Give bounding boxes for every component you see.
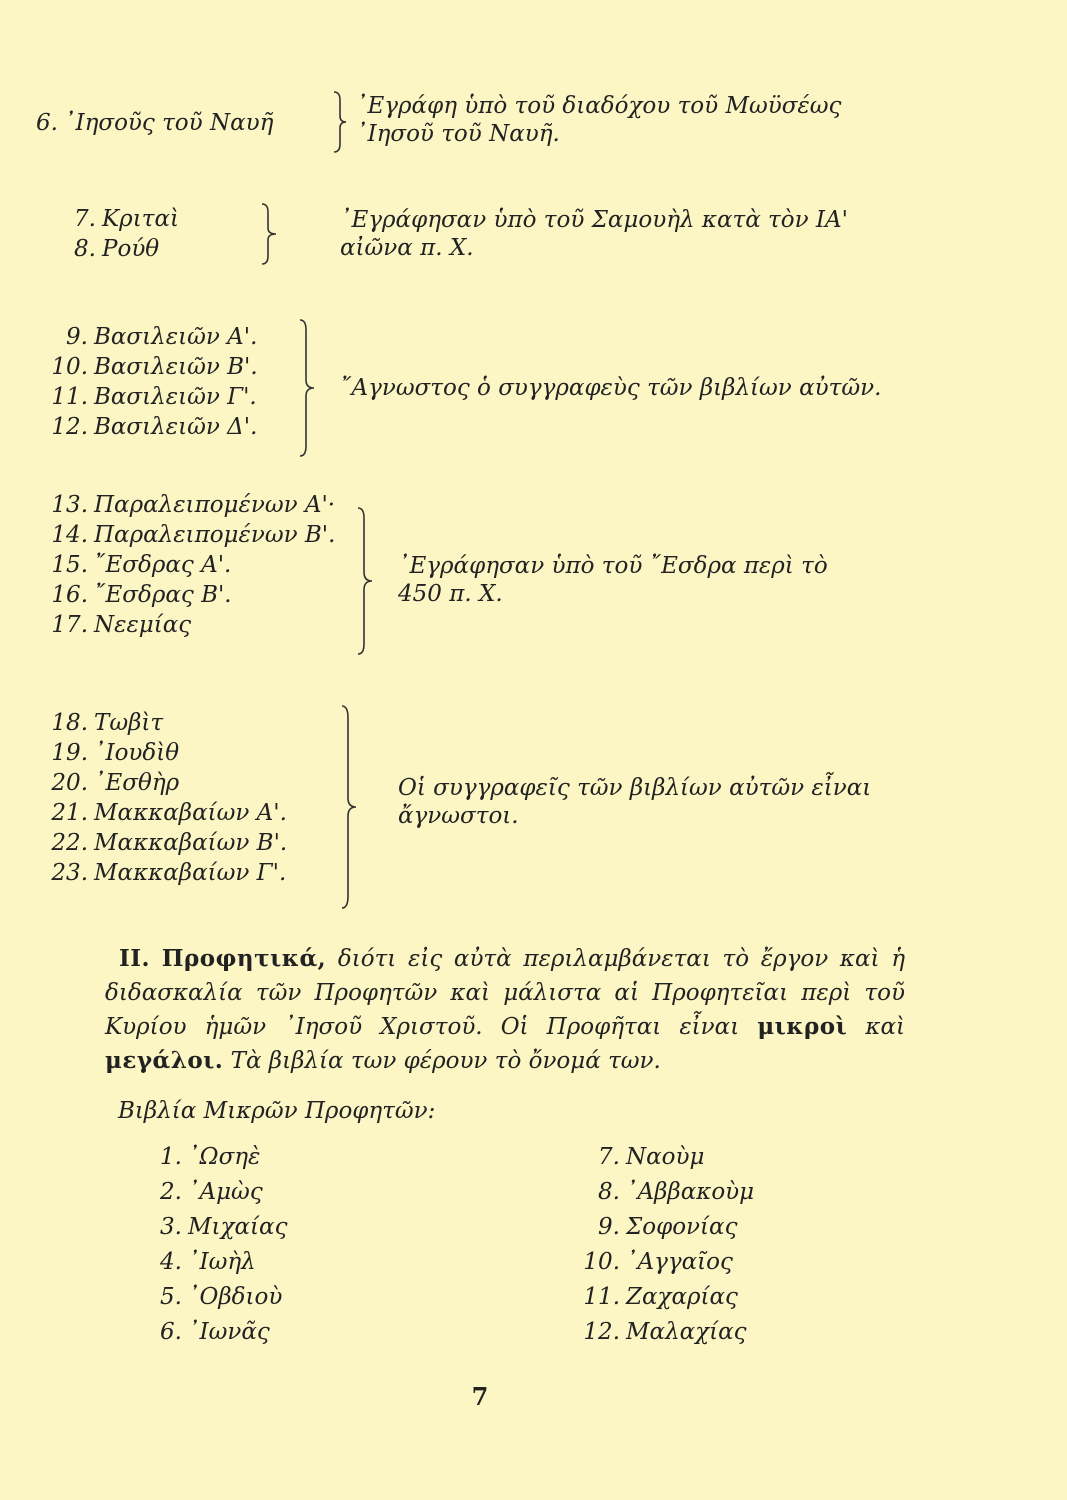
list-item: 11. Ζαχαρίας [583,1284,738,1310]
list-item: 18. Τωβὶτ [51,710,164,736]
group-joshua-desc: ᾿Εγράφη ὑπὸ τοῦ διαδόχου τοῦ Μωϋσέως ᾿Ιησοῦ τοῦ Ναυῆ. [356,93,842,147]
group-joshua-list [20,108,273,138]
list-item: 7. Ναοὺμ [598,1144,705,1170]
list-item: 10. ᾿Αγγαῖος [583,1249,733,1275]
list-item: 4. ᾿Ιωὴλ [160,1249,256,1275]
brace-icon [296,318,318,458]
group-judges-desc: ᾿Εγράφησαν ὑπὸ τοῦ Σαμουὴλ κατὰ τὸν ΙΑ' αἰῶνα π. Χ. [340,207,848,261]
list-item: 5. ᾿Οβδιοὺ [160,1284,283,1310]
list-item: 11. Βασιλειῶν Γ'. [51,384,257,410]
list-item: 3. Μιχαίας [160,1214,288,1240]
list-item: 6. ᾿Ιωνᾶς [160,1319,270,1345]
brace-icon [258,202,280,266]
list-item: 12. Βασιλειῶν Δ'. [51,414,258,440]
group-chronicles-list [50,490,335,640]
section-number: ΙΙ. [119,945,151,972]
minor-prophets-left [140,1140,287,1350]
list-item: 10. Βασιλειῶν Β'. [51,354,258,380]
list-item: 15. ῎Εσδρας Α'. [51,552,232,578]
list-item: 9. Βασιλειῶν Α'. [66,324,258,350]
group-tobit-desc: Οἱ συγγραφεῖς τῶν βιβλίων αὐτῶν εἶναι ἄγνωστοι. [398,775,872,829]
list-item: 19. ᾿Ιουδὶθ [51,740,180,766]
brace-icon [330,90,350,154]
group-chronicles-desc: ᾿Εγράφησαν ὑπὸ τοῦ ῎Εσδρα περὶ τὸ 450 π. Χ. [398,553,828,607]
list-item: 7. Κριταὶ [74,206,179,232]
list-item: 23. Μακκαβαίων Γ'. [51,860,287,886]
page-number: 7 [471,1382,489,1411]
list-item: 8. ᾿Αββακοὺμ [598,1179,755,1205]
list-item: 16. ῎Εσδρας Β'. [51,582,232,608]
list-item: 8. Ρούθ [74,236,160,262]
brace-icon [338,704,360,910]
list-item: 17. Νεεμίας [51,612,192,638]
list-item: 1. ᾿Ωσηὲ [160,1144,261,1170]
minor-prophets-right [578,1140,754,1350]
list-item: 20. ᾿Εσθὴρ [51,770,180,796]
minor-prophets-heading: Βιβλία Μικρῶν Προφητῶν: [118,1098,436,1124]
list-item: 14. Παραλειπομένων Β'. [51,522,336,548]
group-judges-list [58,204,179,264]
list-item: 2. ᾿Αμὼς [160,1179,263,1205]
list-item: 9. Σοφονίας [598,1214,738,1240]
section-heading: Προφητικά, [161,945,327,972]
group-kings-list [50,322,258,442]
group-kings-desc: ῎Αγνωστος ὁ συγγραφεὺς τῶν βιβλίων αὐτῶν. [340,375,882,401]
list-item: 6. ᾿Ιησοῦς τοῦ Ναυῆ [36,110,274,136]
prophetic-paragraph: ΙΙ. Προφητικά, διότι εἰς αὐτὰ περιλαμβάνεται τὸ ἔργον καὶ ἡ διδασκαλία τῶν Προφητῶν καὶ μάλιστα αἱ Προφητεῖαι περὶ τοῦ Κυρίου ἡμῶν ᾿Ιησοῦ Χριστοῦ. Οἱ Προφῆται εἶναι μικροὶ καὶ μεγάλοι. Τὰ βιβλία των φέρουν τὸ ὄνομά των. [105,945,906,1074]
list-item: 22. Μακκαβαίων Β'. [51,830,288,856]
brace-icon [354,506,376,656]
list-item: 21. Μακκαβαίων Α'. [51,800,287,826]
list-item: 12. Μαλαχίας [583,1319,747,1345]
group-tobit-list [50,708,287,888]
list-item: 13. Παραλειπομένων Α'· [51,492,336,518]
